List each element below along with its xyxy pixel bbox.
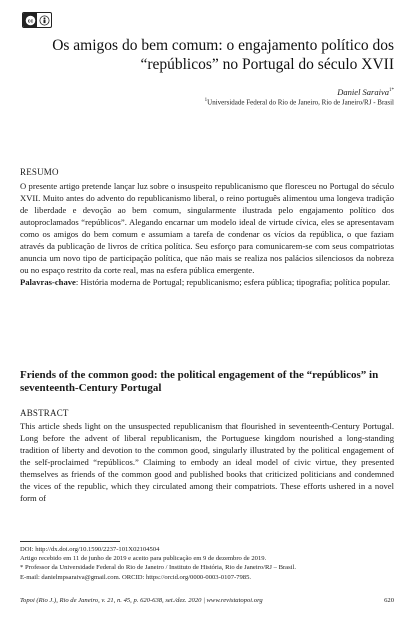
by-person-icon (37, 13, 51, 27)
affiliation-mark: 1 (204, 98, 208, 103)
english-title: Friends of the common good: the political engagement of the “repúblicos” in seventeenth-Century Portugal (20, 369, 379, 395)
resumo-heading: RESUMO (20, 167, 59, 177)
resumo-text: O presente artigo pretende lançar luz sobre o insuspeito republicanismo que floresceu no Portugal do século XVII. Muito antes do advento do republicanismo liberal, o reino português alimentou uma longeva tradição de liberdade e devoção ao bem comum, singularmente ilustrada pelo engajamento político dos autoproclamados “repúblicos”. Alegando encarnar um modelo ideal de virtude cívica, eles se apresentavam como os amigos do bem comum e assumiam a tarefa de condenar os vícios da república, o que faziam através da publicação de livros de crítica política. Seu esforço para comunicarem-se com seus compatriotas anuncia um novo tipo de participação política, que não mais se realiza nos palácios silenciosos da nobreza ou no espaço restrito da corte real, mas na esfera pública emergente. (20, 181, 394, 276)
affiliation (205, 98, 394, 106)
creative-commons-badge[interactable] (22, 12, 52, 28)
page-footer (20, 597, 394, 604)
footnote-divider (20, 541, 120, 542)
author-name: Daniel Saraiva (337, 87, 389, 97)
page-number: 620 (384, 597, 394, 604)
footnotes (20, 545, 394, 582)
contact-footnote: E-mail: danielmpsaraiva@gmail.com. ORCID: https://orcid.org/0000-0003-0107-7985. (20, 573, 252, 581)
affiliation-text: Universidade Federal do Rio de Janeiro, Rio de Janeiro/RJ - Brasil (207, 98, 394, 107)
author-footnote: * Professor da Universidade Federal do Rio de Janeiro / Instituto de História, Rio de Janeiro/RJ – Brasil. (20, 564, 296, 572)
resumo-body (20, 180, 394, 288)
cc-icon (23, 13, 37, 27)
author-mark: 1* (389, 88, 394, 94)
article-title: Os amigos do bem comum: o engajamento político dos “repúblicos” no Portugal do século XVII (52, 37, 394, 73)
received-note: Artigo recebido em 11 de junho de 2019 e aceito para publicação em 9 de dezembro de 2019. (20, 555, 267, 563)
abstract-heading: ABSTRACT (20, 408, 69, 418)
author-line (337, 87, 394, 97)
keywords-text: : História moderna de Portugal; republicanismo; esfera pública; tipografia; política popular. (75, 277, 391, 288)
doi-link[interactable]: DOI: http://dx.doi.org/10.1590/2237-101X02104504 (20, 546, 160, 553)
svg-text:cc: cc (27, 17, 33, 24)
keywords-label: Palavras-chave (20, 277, 76, 288)
journal-citation: Topoi (Rio J.), Rio de Janeiro, v. 21, n. 45, p. 620-638, set./dez. 2020 | www.revistatopoi.org (20, 597, 263, 604)
abstract-body: This article sheds light on the unsuspected republicanism that flourished in seventeenth-Century Portugal. Long before the advent of liberal republicanism, the Portuguese kingdom nourished a long-standing tradition of liberty and devotion to the common good, singularly illustrated by the political engagement of the self-proclaimed “repúblicos.” Claiming to embody an ideal model of civic virtue, they presented themselves as friends of the common good and published books that criticized politicians and condemned the vices of the republic, which they circulated among their compatriots. These efforts ushered in a novel form of (20, 421, 394, 504)
